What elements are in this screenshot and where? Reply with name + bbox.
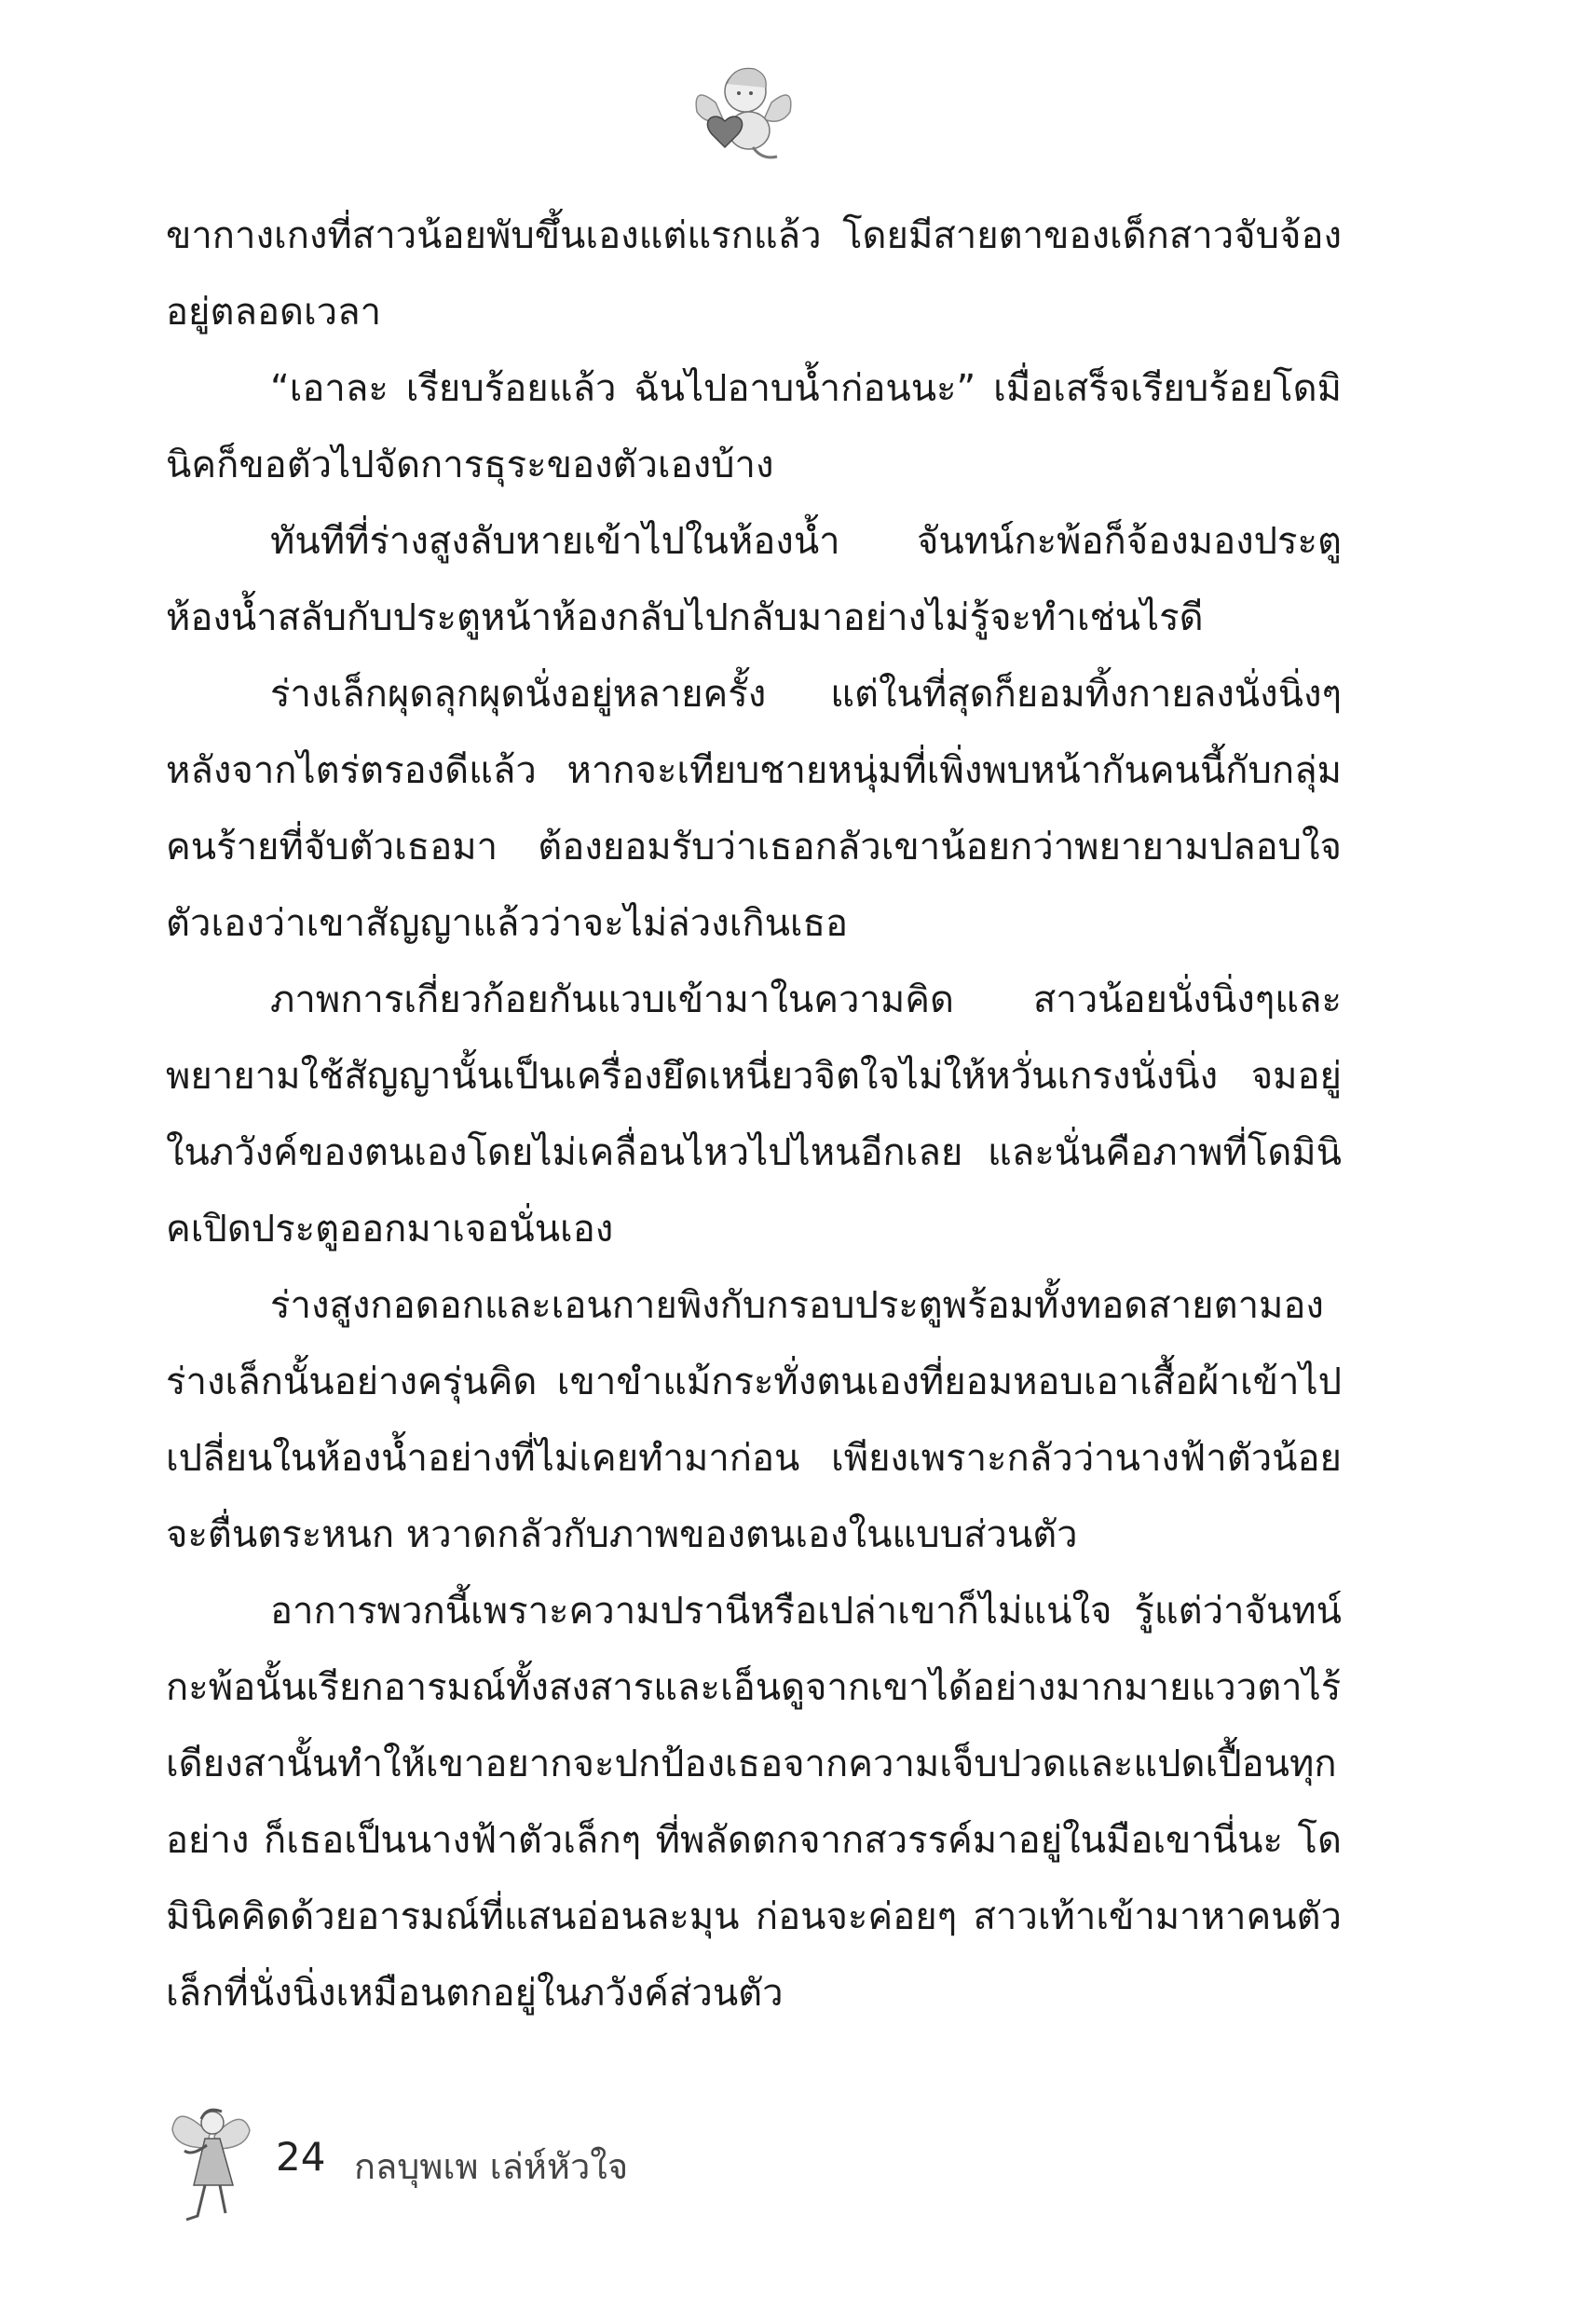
page-number: 24 bbox=[276, 2134, 326, 2180]
fairy-icon bbox=[158, 2097, 270, 2227]
paragraph: ร่างเล็กผุดลุกผุดนั่งอยู่หลายครั้ง แต่ในที่สุดก็ยอมทิ้งกายลงนั่งนิ่งๆ หลังจากไตร่ตรองดีแล้ว หากจะเทียบชายหนุ่มที่เพิ่งพบหน้ากันคนนี้กับกลุ่มคนร้ายที่จับตัวเธอมา ต้องยอมรับว่าเธอกลัวเขาน้อยกว่าพยายามปลอบใจตัวเองว่าเขาสัญญาแล้วว่าจะไม่ล่วงเกินเธอ bbox=[166, 673, 1342, 945]
paragraph: “เอาละ เรียบร้อยแล้ว ฉันไปอาบน้ำก่อนนะ” เมื่อเสร็จเรียบร้อยโดมินิคก็ขอตัวไปจัดการธุระของตัวเองบ้าง bbox=[166, 367, 1342, 486]
paragraph: ทันทีที่ร่างสูงลับหายเข้าไปในห้องน้ำ จันทน์กะพ้อก็จ้องมองประตูห้องน้ำสลับกับประตูหน้าห้องกลับไปกลับมาอย่างไม่รู้จะทำเช่นไรดี bbox=[166, 520, 1342, 639]
paragraph: ร่างสูงกอดอกและเอนกายพิงกับกรอบประตูพร้อมทั้งทอดสายตามองร่างเล็กนั้นอย่างครุ่นคิด เขาขำแม้กระทั่งตนเองที่ยอมหอบเอาเสื้อผ้าเข้าไปเปลี่ยนในห้องน้ำอย่างที่ไม่เคยทำมาก่อน เพียงเพราะกลัวว่านางฟ้าตัวน้อยจะตื่นตระหนก หวาดกลัวกับภาพของตนเองในแบบส่วนตัว bbox=[166, 1284, 1342, 1556]
paragraph: ขากางเกงที่สาวน้อยพับขึ้นเองแต่แรกแล้ว โดยมีสายตาของเด็กสาวจับจ้องอยู่ตลอดเวลา bbox=[166, 214, 1342, 334]
paragraph: ภาพการเกี่ยวก้อยกันแวบเข้ามาในความคิด สาวน้อยนั่งนิ่งๆและพยายามใช้สัญญานั้นเป็นเครื่องยึดเหนี่ยวจิตใจไม่ให้หวั่นเกรงนั่งนิ่ง จมอยู่ในภวังค์ของตนเองโดยไม่เคลื่อนไหวไปไหนอีกเลย และนั่นคือภาพที่โดมินิคเปิดประตูออกมาเจอนั่นเอง bbox=[166, 978, 1342, 1251]
body-text bbox=[166, 198, 1342, 2031]
book-title: กลบุพเพ เล่ห์หัวใจ bbox=[354, 2146, 629, 2187]
paragraph: อาการพวกนี้เพราะความปรานีหรือเปล่าเขาก็ไม่แน่ใจ รู้แต่ว่าจันทน์กะพ้อนั้นเรียกอารมณ์ทั้งสงสารและเอ็นดูจากเขาได้อย่างมากมายแววตาไร้เดียงสานั้นทำให้เขาอยากจะปกป้องเธอจากความเจ็บปวดและแปดเปื้อนทุกอย่าง ก็เธอเป็นนางฟ้าตัวเล็กๆ ที่พลัดตกจากสวรรค์มาอยู่ในมือเขานี่นะ โดมินิคคิดด้วยอารมณ์ที่แสนอ่อนละมุน ก่อนจะค่อยๆ สาวเท้าเข้ามาหาคนตัวเล็กที่นั่งนิ่งเหมือนตกอยู่ในภวังค์ส่วนตัว bbox=[166, 1590, 1342, 2015]
cherub-with-heart-icon bbox=[688, 56, 799, 168]
page-footer bbox=[158, 2097, 811, 2227]
